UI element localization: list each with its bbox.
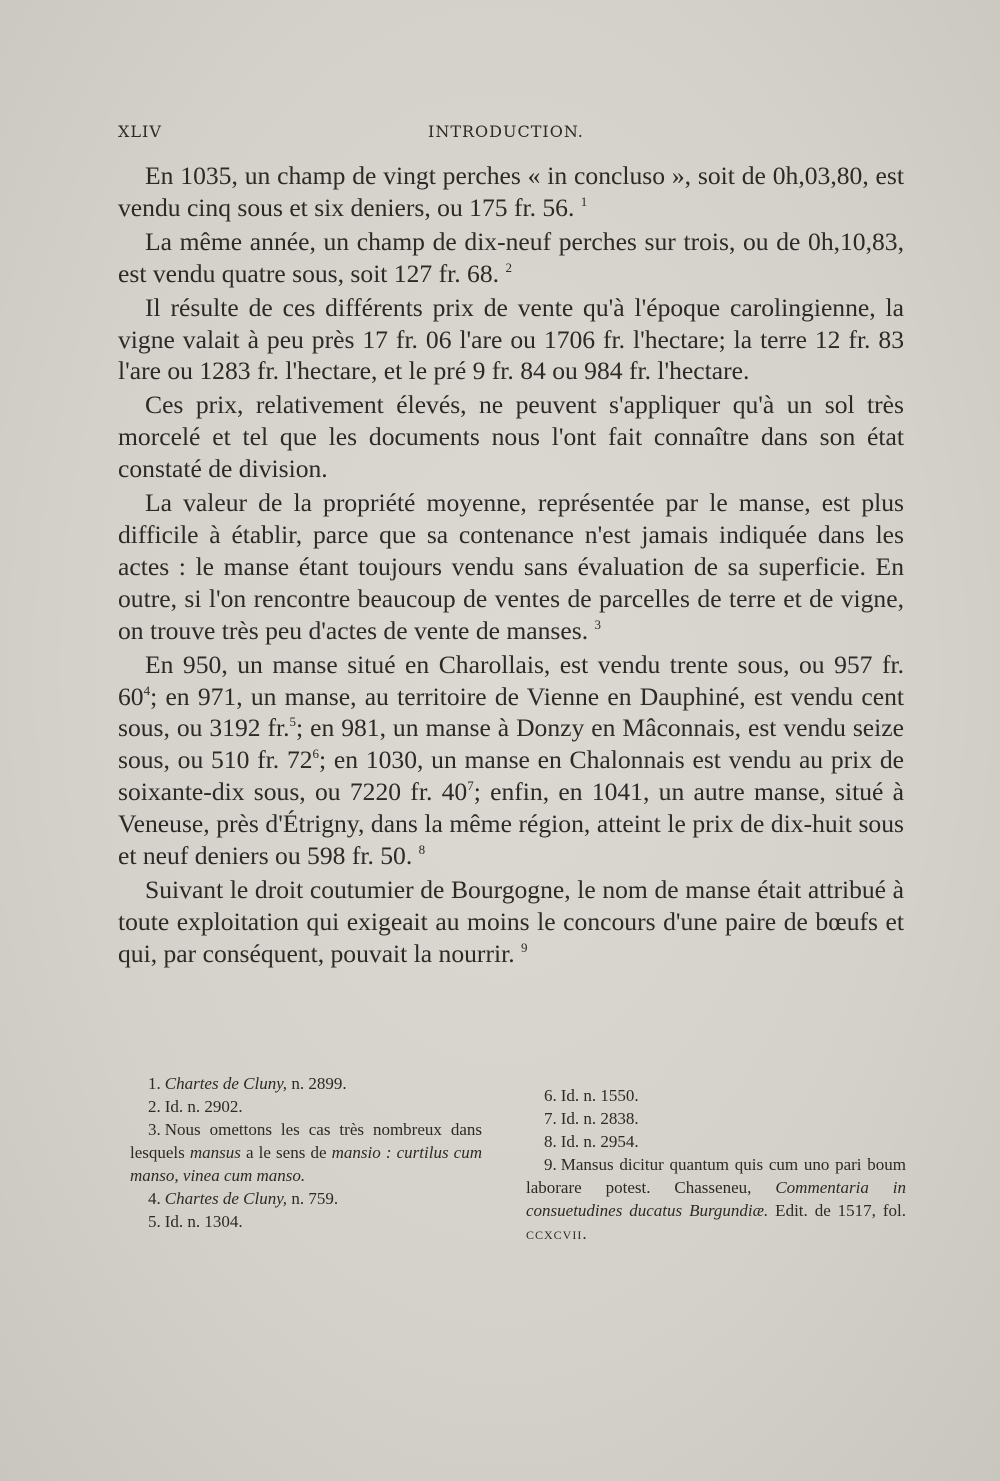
paragraph: Ces prix, relativement élevés, ne peuvent s'appliquer qu'à un sol très morcelé et tel que les documents nous l'ont fait connaître dans son état constaté de division. bbox=[118, 390, 904, 484]
footnote: 8. Id. n. 2954. bbox=[544, 1132, 639, 1151]
footnote-ref: 1 bbox=[580, 193, 588, 209]
main-text bbox=[118, 160, 904, 970]
footnote: 4. Chartes de Cluny, n. 759. bbox=[148, 1189, 339, 1208]
footnote-ref: 4 bbox=[143, 682, 151, 698]
footnote-ref: 5 bbox=[289, 714, 297, 730]
footnote: 5. Id. n. 1304. bbox=[148, 1212, 243, 1231]
footnote: 2. Id. n. 2902. bbox=[148, 1097, 243, 1116]
footnote: 1. Chartes de Cluny, n. 2899. bbox=[148, 1074, 347, 1093]
footnote-ref: 6 bbox=[312, 746, 320, 762]
footnotes-left-column bbox=[130, 1072, 482, 1233]
footnote-ref: 7 bbox=[467, 778, 474, 794]
footnote-ref: 2 bbox=[505, 259, 512, 275]
running-title: INTRODUCTION. bbox=[428, 122, 584, 141]
footnote: 9. Mansus dicitur quantum quis cum uno pari boum laborare potest. Chasseneu, Commentaria in consuetudines ducatus Burgundiæ. Edit. de 1517, fol. ccxcvii. bbox=[526, 1155, 906, 1243]
page-number: XLIV bbox=[118, 122, 162, 141]
footnote: 7. Id. n. 2838. bbox=[544, 1109, 639, 1128]
footnote-ref: 3 bbox=[594, 616, 602, 632]
footnotes-right-column bbox=[526, 1084, 906, 1245]
paragraph: La même année, un champ de dix-neuf perches sur trois, ou de 0h,10,83, est vendu quatre sous, soit 127 fr. 68. $^2$ bbox=[118, 226, 904, 288]
paragraph: Il résulte de ces différents prix de vente qu'à l'époque carolingienne, la vigne valait à peu près 17 fr. 06 l'are ou 1706 fr. l'hectare; la terre 12 fr. 83 l'are ou 1283 fr. l'hectare, et le pré 9 fr. 84 ou 984 fr. l'hectare. bbox=[118, 292, 904, 386]
footnote: 3. Nous omettons les cas très nombreux dans lesquels mansus a le sens de mansio : curtilus cum manso, vinea cum manso. bbox=[130, 1120, 482, 1185]
paragraph: En 1035, un champ de vingt perches « in concluso », soit de 0h,03,80, est vendu cinq sous et six deniers, ou 175 fr. 56. $^1$ bbox=[118, 161, 904, 222]
footnote-ref: 8 bbox=[418, 842, 426, 858]
footnote: 6. Id. n. 1550. bbox=[544, 1086, 639, 1105]
footnote-ref: 9 bbox=[521, 939, 528, 955]
paragraph: La valeur de la propriété moyenne, représentée par le manse, est plus difficile à établir, parce que sa contenance n'est jamais indiquée dans les actes : le manse étant toujours vendu sans évaluation de sa superficie. En outre, si l'on rencontre beaucoup de ventes de parcelles de terre et de vigne, on trouve très peu d'actes de vente de manses. $^3$ bbox=[118, 488, 904, 645]
paragraph: En 950, un manse situé en Charollais, est vendu trente sous, ou 957 fr. $60^4$; en 971, un manse, au territoire de Vienne en Dauphiné, est vendu cent sous, ou 3192 fr.$^5$; en 981, un manse à Donzy en Mâconnais, est vendu seize sous, ou 510 fr. $72^6$; en 1030, un manse en Chalonnais est vendu au prix de soixante-dix sous, ou 7220 fr. $40^7$; enfin, en 1041, un autre manse, situé à Veneuse, près d'Étrigny, dans la même région, atteint le prix de dix-huit sous et neuf deniers ou 598 fr. 50. $^8$ bbox=[118, 649, 904, 871]
paragraph: Suivant le droit coutumier de Bourgogne, le nom de manse était attribué à toute exploitation qui exigeait au moins le concours d'une paire de bœufs et qui, par conséquent, pouvait la nourrir. $^9$ bbox=[118, 874, 904, 968]
